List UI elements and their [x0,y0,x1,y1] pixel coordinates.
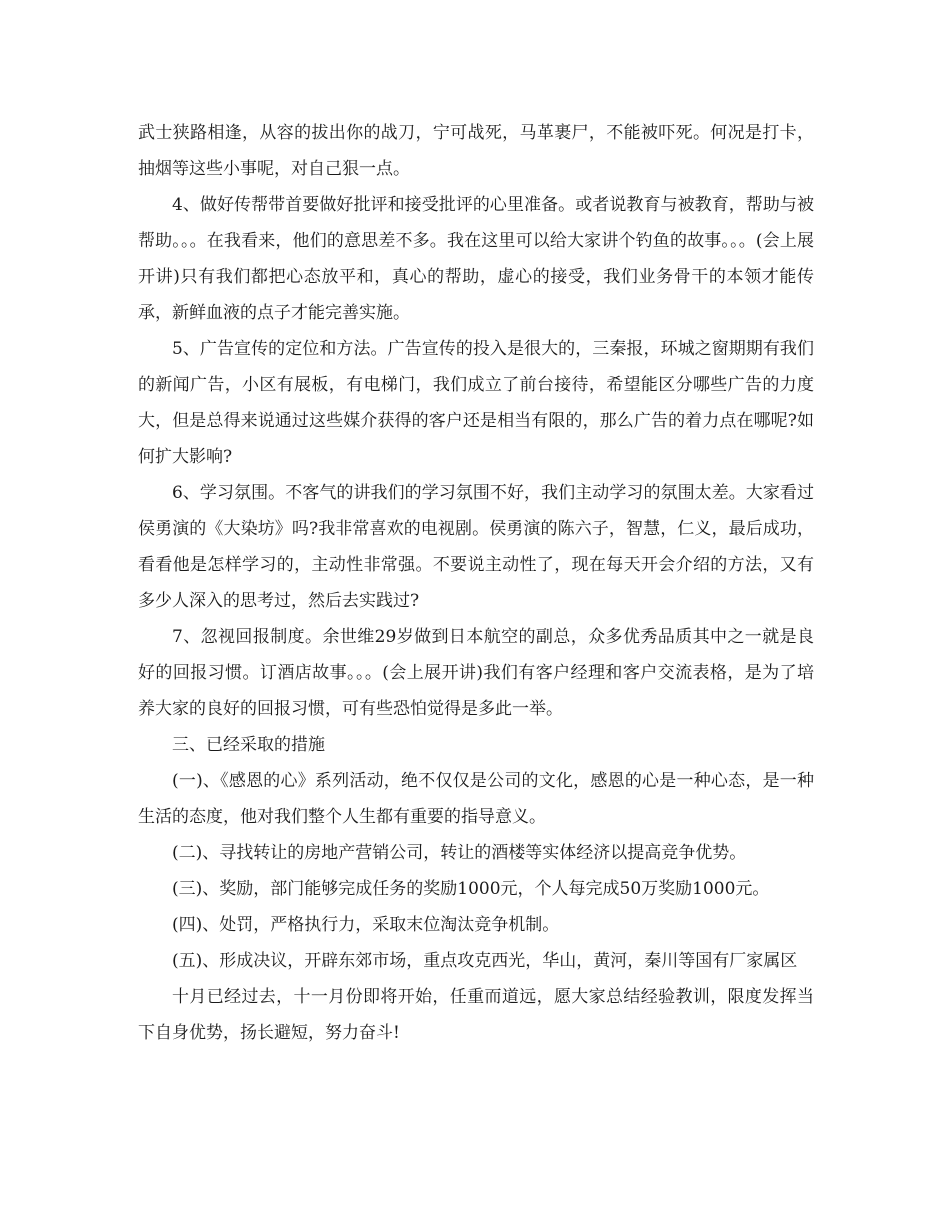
paragraph-item-4: 4、做好传帮带首要做好批评和接受批评的心里准备。或者说教育与被教育，帮助与被帮助。。。在我看来，他们的意思差不多。我在这里可以给大家讲个钓鱼的故事。。。(会上展开讲)只有我们都把心态放平和，真心的帮助，虚心的接受，我们业务骨干的本领才能传承，新鲜血液的点子才能完善实施。 [138,195,814,323]
measure-item-2: (二)、寻找转让的房地产营销公司，转让的酒楼等实体经济以提高竞争优势。 [172,843,747,863]
paragraph-continuation: 武士狭路相逢，从容的拔出你的战刀，宁可战死，马革裹尸，不能被吓死。何况是打卡，抽烟等这些小事呢，对自己狠一点。 [138,123,814,179]
measure-item-4: (四)、处罚，严格执行力，采取末位淘汰竞争机制。 [172,915,560,935]
paragraph-item-7: 7、忽视回报制度。余世维29岁做到日本航空的副总，众多优秀品质其中之一就是良好的回报习惯。订酒店故事。。。(会上展开讲)我们有客户经理和客户交流表格，是为了培养大家的良好的回报习惯，可有些恐怕觉得是多此一举。 [138,627,814,719]
measure-item-3: (三)、奖励，部门能够完成任务的奖励1000元，个人每完成50万奖励1000元。 [172,879,770,899]
document-body [138,115,814,1051]
measure-item-1: (一)、《感恩的心》系列活动，绝不仅仅是公司的文化，感恩的心是一种心态，是一种生活的态度，他对我们整个人生都有重要的指导意义。 [138,771,814,827]
measure-item-5: (五)、形成决议，开辟东郊市场，重点攻克西光，华山，黄河，秦川等国有厂家属区 [172,951,798,971]
closing-paragraph: 十月已经过去，十一月份即将开始，任重而道远，愿大家总结经验教训，限度发挥当下自身优势，扬长避短，努力奋斗! [138,987,814,1043]
paragraph-item-6: 6、学习氛围。不客气的讲我们的学习氛围不好，我们主动学习的氛围太差。大家看过侯勇演的《大染坊》吗?我非常喜欢的电视剧。侯勇演的陈六子，智慧，仁义，最后成功，看看他是怎样学习的，主动性非常强。不要说主动性了，现在每天开会介绍的方法，又有多少人深入的思考过，然后去实践过? [138,483,814,611]
section-heading-measures: 三、已经采取的措施 [172,735,325,755]
paragraph-item-5: 5、广告宣传的定位和方法。广告宣传的投入是很大的，三秦报，环城之窗期期有我们的新闻广告，小区有展板，有电梯门，我们成立了前台接待，希望能区分哪些广告的力度大，但是总得来说通过这些媒介获得的客户还是相当有限的，那么广告的着力点在哪呢?如何扩大影响? [138,339,814,467]
